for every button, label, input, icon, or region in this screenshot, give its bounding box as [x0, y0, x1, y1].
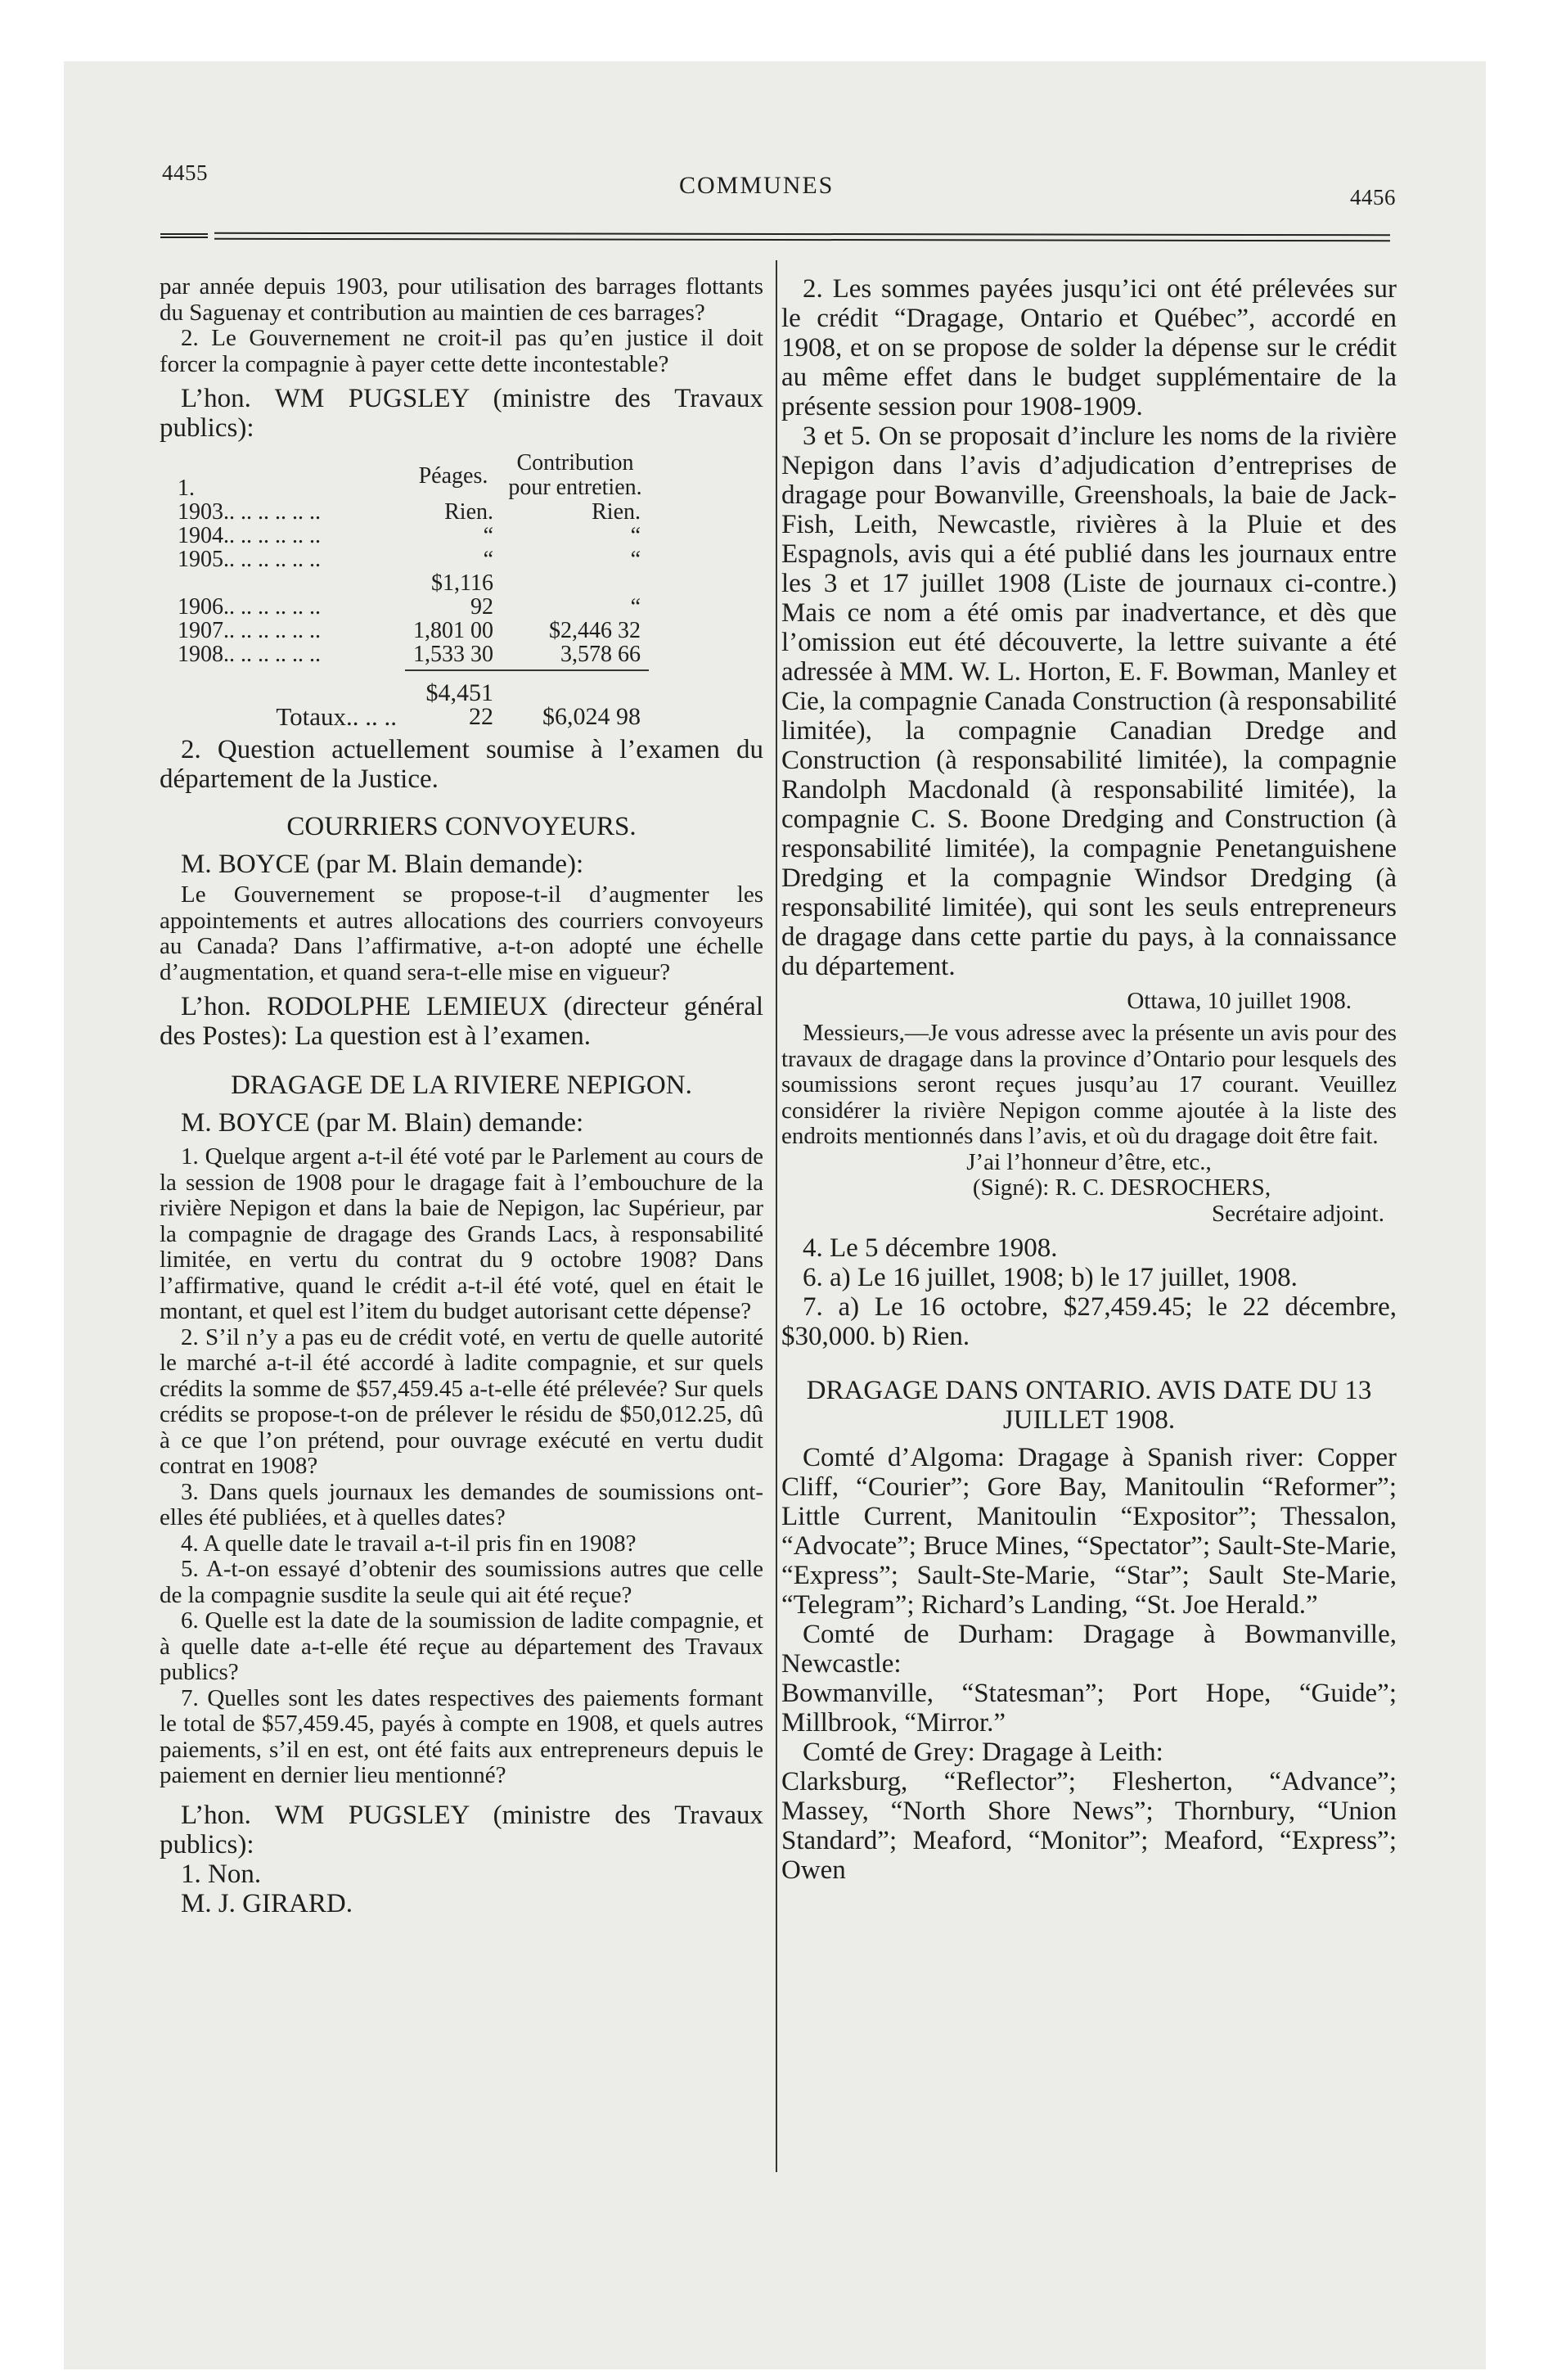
running-head: COMMUNES [679, 172, 835, 199]
durham-newspapers: Bowmanville, “Statesman”; Port Hope, “Guide”; Millbrook, “Mirror.” [781, 1679, 1397, 1738]
row-year: 1904.. .. .. .. .. .. [178, 523, 321, 548]
total-peages: $4,451 22 [425, 679, 493, 730]
algoma-newspapers: Comté d’Algoma: Dragage à Spanish river: Copper Cliff, “Courier”; Gore Bay, Manitoulin “Reformer”; Little Current, Manitoulin “Expositor”; Thessalon, “Advocate”; Bruce Mines, “Spectator”; Sault-Ste-Marie, “Express”; Sault-Ste-Marie, “Star”; Sault Ste-Marie, “Telegram”; Richard’s Landing, “St. Joe Herald.” [781, 1443, 1397, 1620]
row-year: 1905.. .. .. .. .. .. [178, 547, 321, 572]
nepigon-question-6: 6. Quelle est la date de la soumission de ladite compagnie, et à quelle date a-t-elle été reçue au département des Travaux publics? [160, 1607, 763, 1685]
nepigon-question-2: 2. S’il n’y a pas eu de crédit voté, en vertu de quelle autorité le marché a-t-il été accordé à ladite compagnie, et sur quels crédits la somme de $57,459.45 a-t-elle été prélevée? Sur quels crédits se propose-t-on de prélever le résidu de $50,012.25, dû à ce que l’on prétend, pour ouvrage exécuté en vertu dudit contrat en 1908? [160, 1323, 763, 1479]
intro-question-1: par année depuis 1903, pour utilisation des barrages flottants du Saguenay et contribution au maintien de ces barrages? [160, 273, 763, 326]
row-peages: Rien. [444, 499, 493, 525]
col-header-peages: Péages. [418, 462, 488, 489]
durham-heading: Comté de Durham: Dragage à Bowmanville, Newcastle: [781, 1620, 1397, 1679]
table-row [178, 571, 649, 619]
answer-2: 2. Les sommes payées jusqu’ici ont été prélevées sur le crédit “Dragage, Ontario et Québec”, accordé en 1908, et on se propose de solder la dépense sur le crédit au même effet dans le budget supplémentaire de la présente session pour 1908-1909. [781, 274, 1397, 421]
answer-1-non: 1. Non. [181, 1859, 262, 1889]
column-divider [776, 260, 777, 2172]
row-contrib: 3,578 66 [560, 642, 641, 667]
answer-4: 4. Le 5 décembre 1908. [803, 1233, 1058, 1263]
heading-avis: DRAGAGE DANS ONTARIO. AVIS DATE DU 13 JUILLET 1908. [806, 1376, 1372, 1435]
nepigon-question-1: 1. Quelque argent a-t-il été voté par le Parlement au cours de la session de 1908 pour le dragage fait à l’embouchure de la rivière Nepigon et dans la baie de Nepigon, lac Supérieur, par la compagnie de dragage des Grands Lacs, à responsabilité limitée, en vertu du contrat du 9 octobre 1908? Dans l’affirmative, quand le crédit a-t-il été voté, quel en était le montant, et quel est l’item du budget autorisant cette dépense? [160, 1143, 763, 1324]
total-label: Totaux.. .. .. [276, 702, 397, 731]
grey-newspapers: Clarksburg, “Reflector”; Flesherton, “Advance”; Massey, “North Shore News”; Thornbury, “Union Standard”; Meaford, “Monitor”; Meaford, “Express”; Owen [781, 1767, 1397, 1885]
total-contrib: $6,024 98 [542, 703, 641, 730]
header-rule-short [160, 233, 208, 238]
row-contrib: “ [630, 594, 641, 620]
boyce-demande-2: M. BOYCE (par M. Blain) demande: [181, 1108, 584, 1138]
lemieux-reply: L’hon. RODOLPHE LEMIEUX (directeur général des Postes): La question est à l’examen. [160, 992, 763, 1051]
letter-signature: (Signé): R. C. DESROCHERS, [972, 1174, 1271, 1201]
row-year: 1908.. .. .. .. .. .. [178, 642, 321, 667]
boyce-demande-1: M. BOYCE (par M. Blain demande): [181, 850, 584, 879]
letter-date: Ottawa, 10 juillet 1908. [1127, 988, 1352, 1014]
page-number-right: 4456 [1350, 185, 1396, 210]
row-peages: “ [483, 523, 493, 548]
row-peages: $1,116 92 [431, 570, 493, 620]
letter-closing: J’ai l’honneur d’être, etc., [966, 1148, 1212, 1175]
courriers-question: Le Gouvernement se propose-t-il d’augmenter les appointements et autres allocations des courriers convoyeurs au Canada? Dans l’affirmative, a-t-on adopté une échelle d’augmentation, et quand sera-t-elle mise en vigueur? [160, 881, 763, 985]
toll-table-header [178, 451, 649, 500]
page-number-left: 4455 [162, 160, 208, 185]
table-row [178, 548, 649, 571]
table-row [178, 619, 649, 642]
letter-body: Messieurs,—Je vous adresse avec la présente un avis pour des travaux de dragage dans la province d’Ontario pour lesquels des soumissions seront reçues jusqu’au 17 courant. Veuillez considérer la rivière Nepigon comme ajoutée à la liste des endroits mentionnés dans l’avis, et où du dragage doit être fait. [781, 1020, 1397, 1149]
pugsley-reply-1: L’hon. WM PUGSLEY (ministre des Travaux publics): [160, 384, 763, 443]
item-number: 1. [178, 476, 195, 501]
row-year: 1903.. .. .. .. .. .. [178, 499, 321, 525]
heading-nepigon: DRAGAGE DE LA RIVIERE NEPIGON. [231, 1071, 692, 1100]
signature-girard: M. J. GIRARD. [181, 1888, 353, 1918]
row-peages: “ [483, 547, 493, 572]
row-year: 1906.. .. .. .. .. .. [178, 594, 321, 620]
grey-heading: Comté de Grey: Dragage à Leith: [803, 1738, 1163, 1767]
nepigon-question-7: 7. Quelles sont les dates respectives des paiements formant le total de $57,459.45, payés à compte en 1908, et quels autres paiements, s’il en est, ont été faits aux entrepreneurs depuis le paiement en dernier lieu mentionné? [160, 1684, 763, 1788]
letter-signer-title: Secrétaire adjoint. [1212, 1200, 1384, 1227]
row-peages: 1,533 30 [413, 642, 493, 667]
intro-question-2: 2. Le Gouvernement ne croit-il pas qu’en justice il doit forcer la compagnie à payer cette dette incontestable? [160, 325, 763, 377]
heading-courriers: COURRIERS CONVOYEURS. [286, 812, 637, 841]
right-column [781, 274, 1397, 1885]
table-row [178, 642, 649, 666]
nepigon-question-4: 4. A quelle date le travail a-t-il pris fin en 1908? [181, 1530, 637, 1557]
nepigon-question-5: 5. A-t-on essayé d’obtenir des soumissions autres que celle de la compagnie susdite la seule qui ait été reçue? [160, 1556, 763, 1608]
col-header-contribution: Contribution pour entretien. [508, 450, 642, 500]
answer-3-5: 3 et 5. On se proposait d’inclure les noms de la rivière Nepigon dans l’avis d’adjudication d’entreprises de dragage pour Bowanville, Greenshoals, la baie de Jack-Fish, Leith, Newcastle, rivières à la Pluie et des Espagnols, avis qui a été publié dans les journaux entre les 3 et 17 juillet 1908 (Liste de journaux ci-contre.) Mais ce nom a été omis par inadvertance, et dès que l’omission eut été découverte, la lettre suivante a été adressée à MM. W. L. Horton, E. F. Bowman, Manley et Cie, la compagnie Canada Construction (à responsabilité limitée), la compagnie Canadian Dredge and Construction (à responsabilité limitée), la compagnie Randolph Macdonald (à responsabilité limitée), la compagnie C. S. Boone Dredging and Construction (à responsabilité limitée), la compagnie Penetanguishene Dredging et la compagnie Windsor Dredging (à responsabilité limitée), qui sont les seuls entrepreneurs de dragage dans cette partie du pays, à la connaissance du département. [781, 421, 1397, 981]
answer-6: 6. a) Le 16 juillet, 1908; b) le 17 juillet, 1908. [803, 1263, 1298, 1292]
row-year: 1907.. .. .. .. .. .. [178, 618, 321, 643]
answer-q2: 2. Question actuellement soumise à l’examen du département de la Justice. [160, 735, 763, 794]
table-row [178, 500, 649, 524]
row-contrib: $2,446 32 [549, 618, 641, 643]
nepigon-question-3: 3. Dans quels journaux les demandes de soumissions ont-elles été publiées, et à quelles dates? [160, 1478, 763, 1530]
total-row [178, 670, 649, 728]
pugsley-reply-2: L’hon. WM PUGSLEY (ministre des Travaux publics): [160, 1800, 763, 1859]
table-row [178, 524, 649, 548]
row-peages: 1,801 00 [413, 618, 493, 643]
left-column [160, 274, 763, 1918]
answer-7: 7. a) Le 16 octobre, $27,459.45; le 22 décembre, $30,000. b) Rien. [781, 1292, 1397, 1351]
row-contrib: “ [630, 523, 641, 548]
row-contrib: “ [630, 547, 641, 572]
toll-table [178, 450, 649, 731]
row-contrib: Rien. [592, 499, 641, 525]
